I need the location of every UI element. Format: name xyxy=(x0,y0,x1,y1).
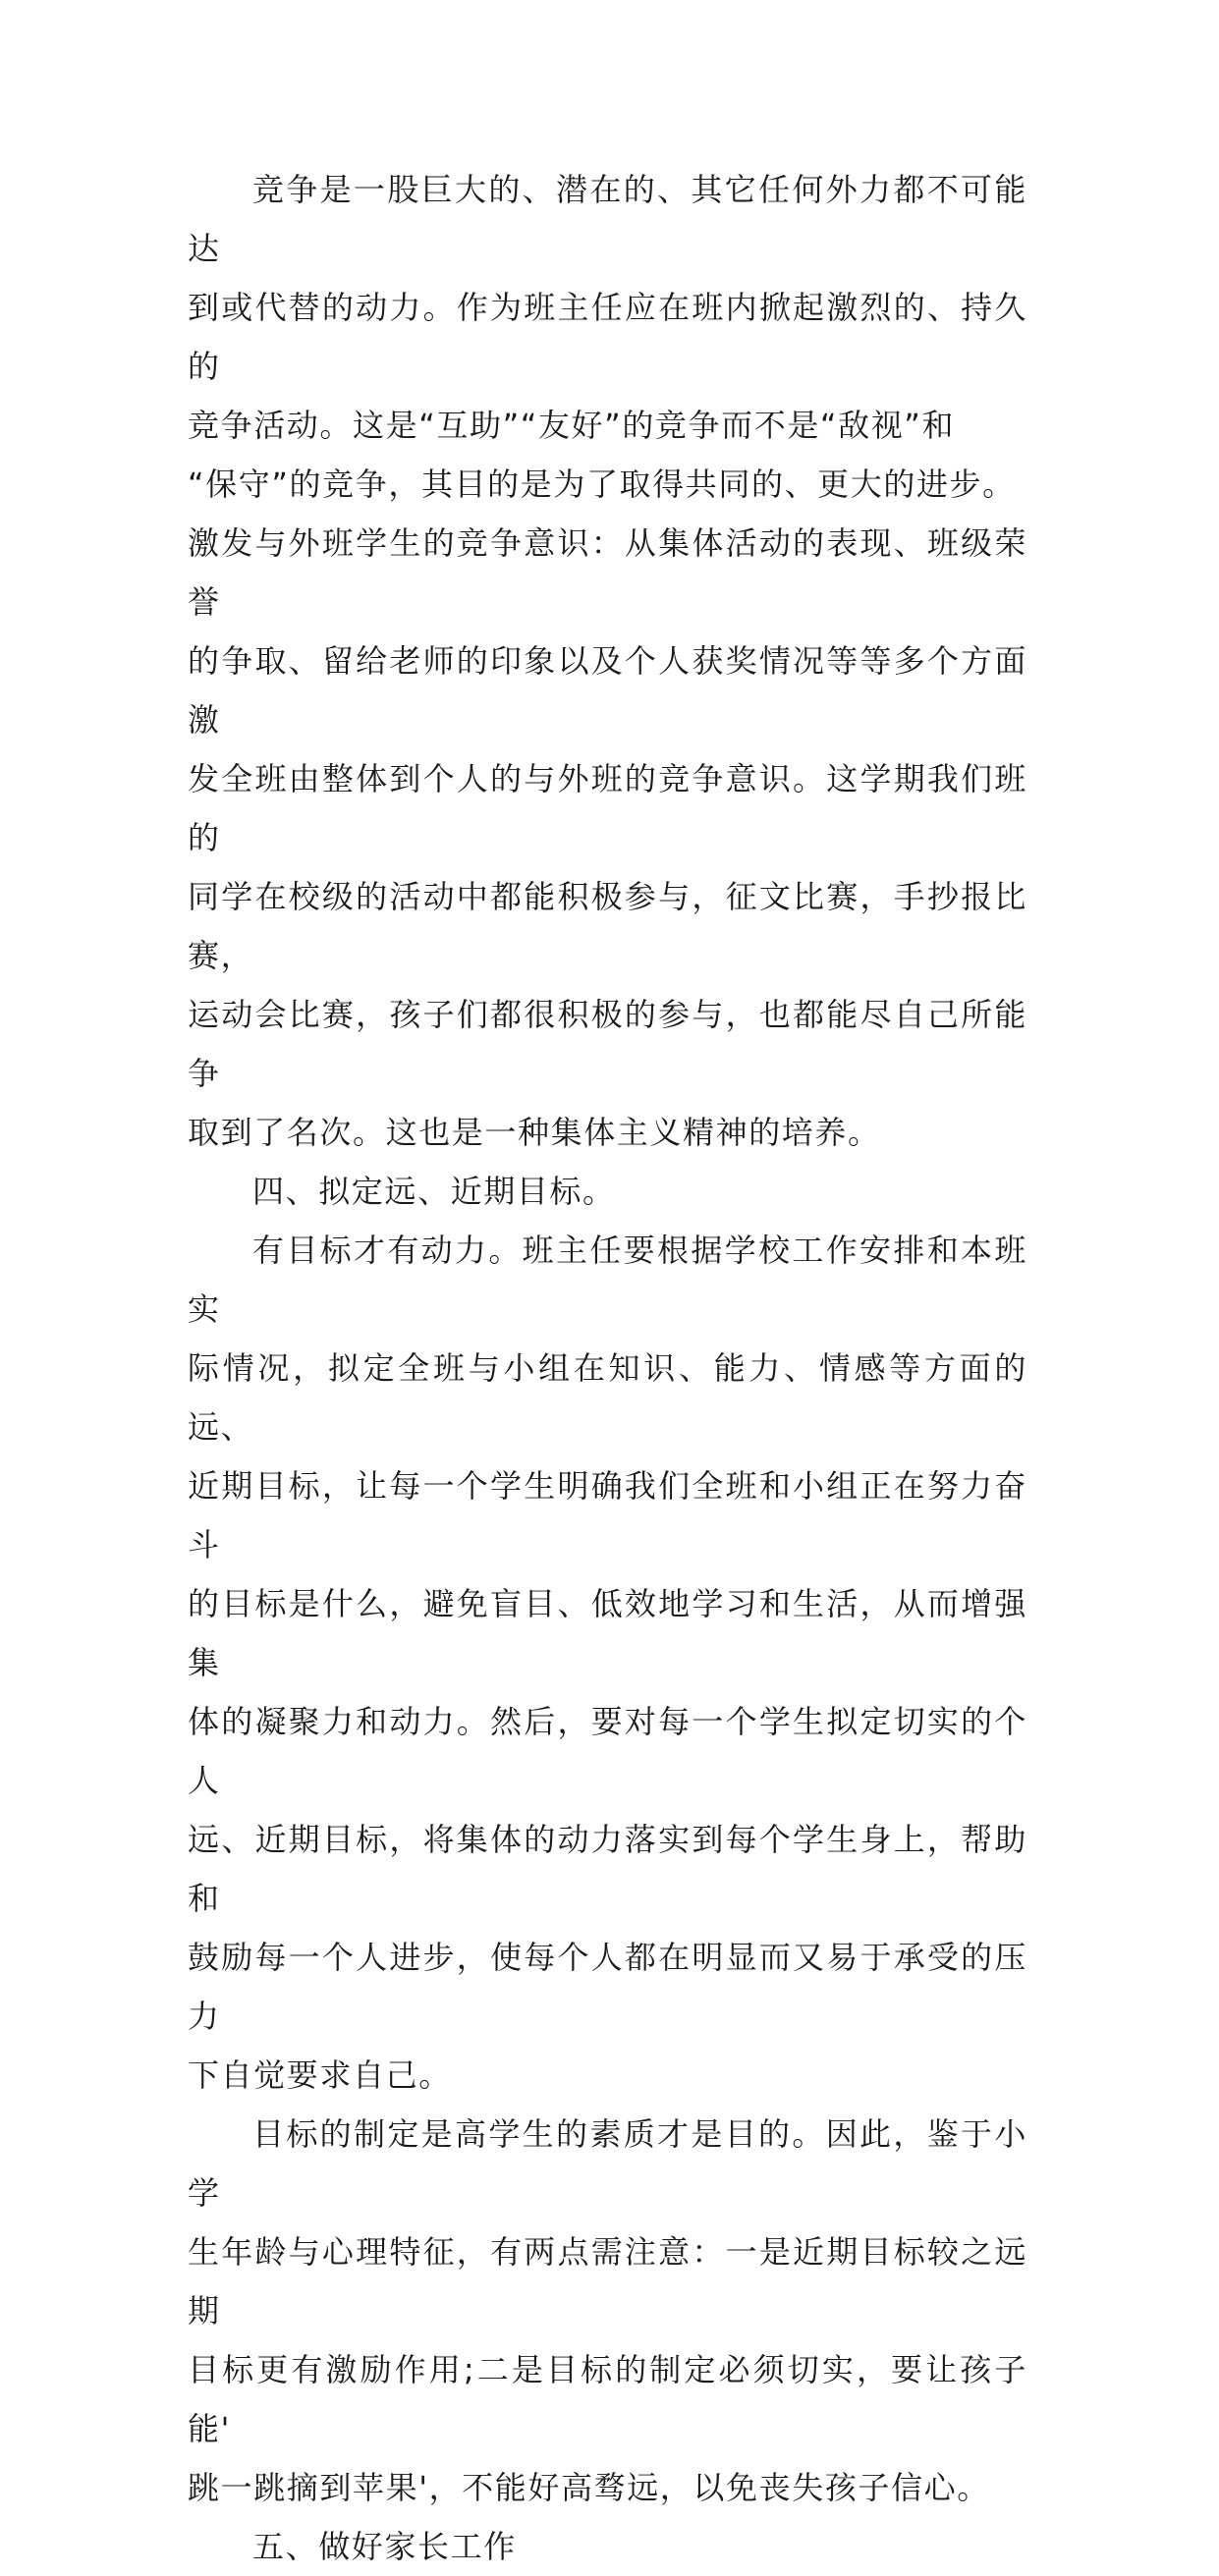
paragraph-goal-setting: 目标的制定是高学生的素质才是目的。因此，鉴于小学 生年龄与心理特征，有两点需注意：一是近期目标较之远期 目标更有激励作用;二是目标的制定必须切实，要让孩子能' 跳一跳摘到苹果'，不能好高骛远，以免丧失孩子信心。 xyxy=(188,2115,1027,2506)
section-heading-four: 四、拟定远、近期目标。 xyxy=(252,1173,616,1210)
paragraph-goals: 有目标才有动力。班主任要根据学校工作安排和本班实 际情况，拟定全班与小组在知识、能力、情感等方面的远、 近期目标，让每一个学生明确我们全班和小组正在努力奋斗 的目标是什么，避免盲目、低效地学习和生活，从而增强集 体的凝聚力和动力。然后，要对每一个学生拟定切实的个人 远、近期目标，将集体的动力落实到每个学生身上，帮助和 鼓励每一个人进步，使每个人都在明显而又易于承受的压力 下自觉要求自己。 xyxy=(188,1232,1027,2094)
paragraph-competition: 竞争是一股巨大的、潜在的、其它任何外力都不可能达 到或代替的动力。作为班主任应在班内掀起激烈的、持久的 竞争活动。这是“互助”“友好”的竞争而不是“敌视”和 “保守”的竞争，其目的是为了取得共同的、更大的进步。 激发与外班学生的竞争意识：从集体活动的表现、班级荣誉 的争取、留给老师的印象以及个人获奖情况等等多个方面激 发全班由整体到个人的与外班的竞争意识。这学期我们班的 同学在校级的活动中都能积极参与，征文比赛，手抄报比赛， 运动会比赛，孩子们都很积极的参与，也都能尽自己所能争 取到了名次。这也是一种集体主义精神的培养。 xyxy=(188,171,1027,1151)
section-heading-five: 五、做好家长工作 xyxy=(252,2528,517,2565)
document-body xyxy=(188,160,1027,2576)
